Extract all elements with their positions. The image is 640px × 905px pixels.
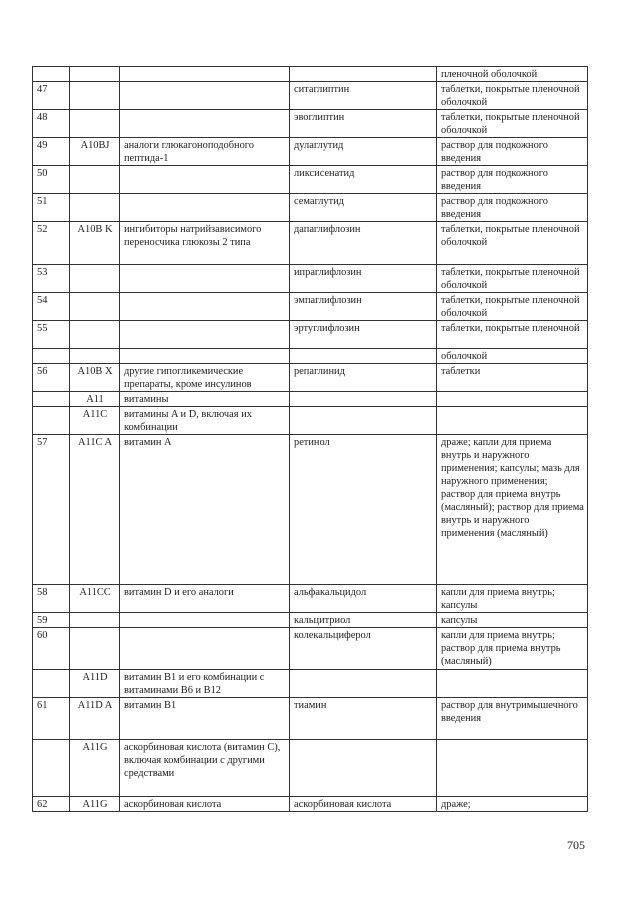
- dosage-form: таблетки, покрытые пленочной оболочкой: [437, 265, 588, 293]
- row-number: [33, 407, 70, 435]
- dosage-form: таблетки, покрытые пленочной оболочкой: [437, 222, 588, 265]
- atc-code: [70, 82, 120, 110]
- atc-code: A11D: [70, 670, 120, 698]
- table-row: [33, 222, 588, 265]
- row-number: 59: [33, 613, 70, 628]
- drug-table: [32, 66, 588, 812]
- drug-name: [290, 670, 437, 698]
- atc-code: A11G: [70, 740, 120, 797]
- row-number: 49: [33, 138, 70, 166]
- table-row: [33, 628, 588, 670]
- table-row: [33, 585, 588, 613]
- drug-group: витамин B1: [120, 698, 290, 740]
- drug-name: репаглинид: [290, 364, 437, 392]
- drug-group: аскорбиновая кислота (витамин C), включая комбинации с другими средствами: [120, 740, 290, 797]
- dosage-form: раствор для подкожного введения: [437, 138, 588, 166]
- dosage-form: [437, 670, 588, 698]
- row-number: 62: [33, 797, 70, 812]
- row-number: [33, 67, 70, 82]
- drug-name: [290, 349, 437, 364]
- drug-group: витамин B1 и его комбинации с витаминами B6 и B12: [120, 670, 290, 698]
- drug-name: аскорбиновая кислота: [290, 797, 437, 812]
- dosage-form: оболочкой: [437, 349, 588, 364]
- row-number: 47: [33, 82, 70, 110]
- atc-code: [70, 194, 120, 222]
- drug-name: альфакальцидол: [290, 585, 437, 613]
- dosage-form: таблетки, покрытые пленочной оболочкой: [437, 82, 588, 110]
- dosage-form: таблетки, покрытые пленочной оболочкой: [437, 110, 588, 138]
- row-number: 51: [33, 194, 70, 222]
- atc-code: [70, 613, 120, 628]
- drug-group: другие гипогликемические препараты, кроме инсулинов: [120, 364, 290, 392]
- row-number: 56: [33, 364, 70, 392]
- drug-group: [120, 110, 290, 138]
- dosage-form: драже;: [437, 797, 588, 812]
- drug-group: [120, 293, 290, 321]
- table-row: [33, 166, 588, 194]
- table-row: [33, 293, 588, 321]
- drug-name: ретинол: [290, 435, 437, 585]
- row-number: [33, 392, 70, 407]
- table-row: [33, 321, 588, 349]
- row-number: 61: [33, 698, 70, 740]
- drug-group: [120, 628, 290, 670]
- table-row: [33, 194, 588, 222]
- table-row: [33, 740, 588, 797]
- atc-code: [70, 67, 120, 82]
- row-number: 48: [33, 110, 70, 138]
- atc-code: A11C: [70, 407, 120, 435]
- atc-code: A11C A: [70, 435, 120, 585]
- table-row: [33, 82, 588, 110]
- row-number: 58: [33, 585, 70, 613]
- atc-code: A11D A: [70, 698, 120, 740]
- drug-name: ипраглифлозин: [290, 265, 437, 293]
- drug-name: эртуглифлозин: [290, 321, 437, 349]
- atc-code: A10BJ: [70, 138, 120, 166]
- table-body: [33, 67, 588, 812]
- drug-group: аскорбиновая кислота: [120, 797, 290, 812]
- drug-name: дулаглутид: [290, 138, 437, 166]
- drug-name: ситаглиптин: [290, 82, 437, 110]
- table-row: [33, 613, 588, 628]
- atc-code: [70, 265, 120, 293]
- row-number: 57: [33, 435, 70, 585]
- row-number: 50: [33, 166, 70, 194]
- table-row: [33, 110, 588, 138]
- drug-group: [120, 265, 290, 293]
- dosage-form: капли для приема внутрь; раствор для приема внутрь (масляный): [437, 628, 588, 670]
- table-row: [33, 670, 588, 698]
- page-number: 705: [567, 838, 585, 852]
- row-number: 60: [33, 628, 70, 670]
- drug-name: [290, 67, 437, 82]
- drug-name: семаглутид: [290, 194, 437, 222]
- row-number: 52: [33, 222, 70, 265]
- drug-name: тиамин: [290, 698, 437, 740]
- table-row: [33, 67, 588, 82]
- atc-code: A11CC: [70, 585, 120, 613]
- atc-code: A10B X: [70, 364, 120, 392]
- drug-group: [120, 194, 290, 222]
- row-number: 55: [33, 321, 70, 349]
- table-row: [33, 435, 588, 585]
- table-row: [33, 392, 588, 407]
- table-row: [33, 265, 588, 293]
- drug-name: ликсисенатид: [290, 166, 437, 194]
- drug-group: витамин D и его аналоги: [120, 585, 290, 613]
- drug-group: [120, 321, 290, 349]
- dosage-form: драже; капли для приема внутрь и наружного применения; капсулы; мазь для наружного применения; раствор для приема внутрь (масляный); раствор для приема внутрь и наружного применения (масляный): [437, 435, 588, 585]
- dosage-form: пленочной оболочкой: [437, 67, 588, 82]
- drug-name: эмпаглифлозин: [290, 293, 437, 321]
- dosage-form: капсулы: [437, 613, 588, 628]
- dosage-form: таблетки, покрытые пленочной оболочкой: [437, 293, 588, 321]
- dosage-form: раствор для подкожного введения: [437, 194, 588, 222]
- row-number: 53: [33, 265, 70, 293]
- drug-name: кальцитриол: [290, 613, 437, 628]
- drug-group: [120, 67, 290, 82]
- dosage-form: таблетки: [437, 364, 588, 392]
- drug-name: [290, 407, 437, 435]
- table-row: [33, 797, 588, 812]
- drug-group: витамины A и D, включая их комбинации: [120, 407, 290, 435]
- row-number: [33, 349, 70, 364]
- dosage-form: [437, 740, 588, 797]
- atc-code: A11: [70, 392, 120, 407]
- drug-name: [290, 740, 437, 797]
- drug-group: витамин A: [120, 435, 290, 585]
- drug-group: [120, 349, 290, 364]
- drug-group: [120, 613, 290, 628]
- table-row: [33, 407, 588, 435]
- row-number: 54: [33, 293, 70, 321]
- dosage-form: раствор для подкожного введения: [437, 166, 588, 194]
- drug-name: колекальциферол: [290, 628, 437, 670]
- dosage-form: [437, 392, 588, 407]
- drug-group: витамины: [120, 392, 290, 407]
- atc-code: [70, 110, 120, 138]
- row-number: [33, 740, 70, 797]
- atc-code: [70, 321, 120, 349]
- table-row: [33, 138, 588, 166]
- atc-code: [70, 166, 120, 194]
- drug-group: ингибиторы натрийзависимого переносчика глюкозы 2 типа: [120, 222, 290, 265]
- dosage-form: таблетки, покрытые пленочной: [437, 321, 588, 349]
- atc-code: [70, 293, 120, 321]
- atc-code: A11G: [70, 797, 120, 812]
- atc-code: [70, 628, 120, 670]
- dosage-form: [437, 407, 588, 435]
- drug-name: [290, 392, 437, 407]
- drug-name: эвоглиптин: [290, 110, 437, 138]
- drug-group: [120, 82, 290, 110]
- drug-group: аналоги глюкагоноподобного пептида-1: [120, 138, 290, 166]
- drug-group: [120, 166, 290, 194]
- table-row: [33, 698, 588, 740]
- row-number: [33, 670, 70, 698]
- table-row: [33, 349, 588, 364]
- atc-code: A10B K: [70, 222, 120, 265]
- drug-name: дапаглифлозин: [290, 222, 437, 265]
- dosage-form: капли для приема внутрь; капсулы: [437, 585, 588, 613]
- dosage-form: раствор для внутримышечного введения: [437, 698, 588, 740]
- table-row: [33, 364, 588, 392]
- atc-code: [70, 349, 120, 364]
